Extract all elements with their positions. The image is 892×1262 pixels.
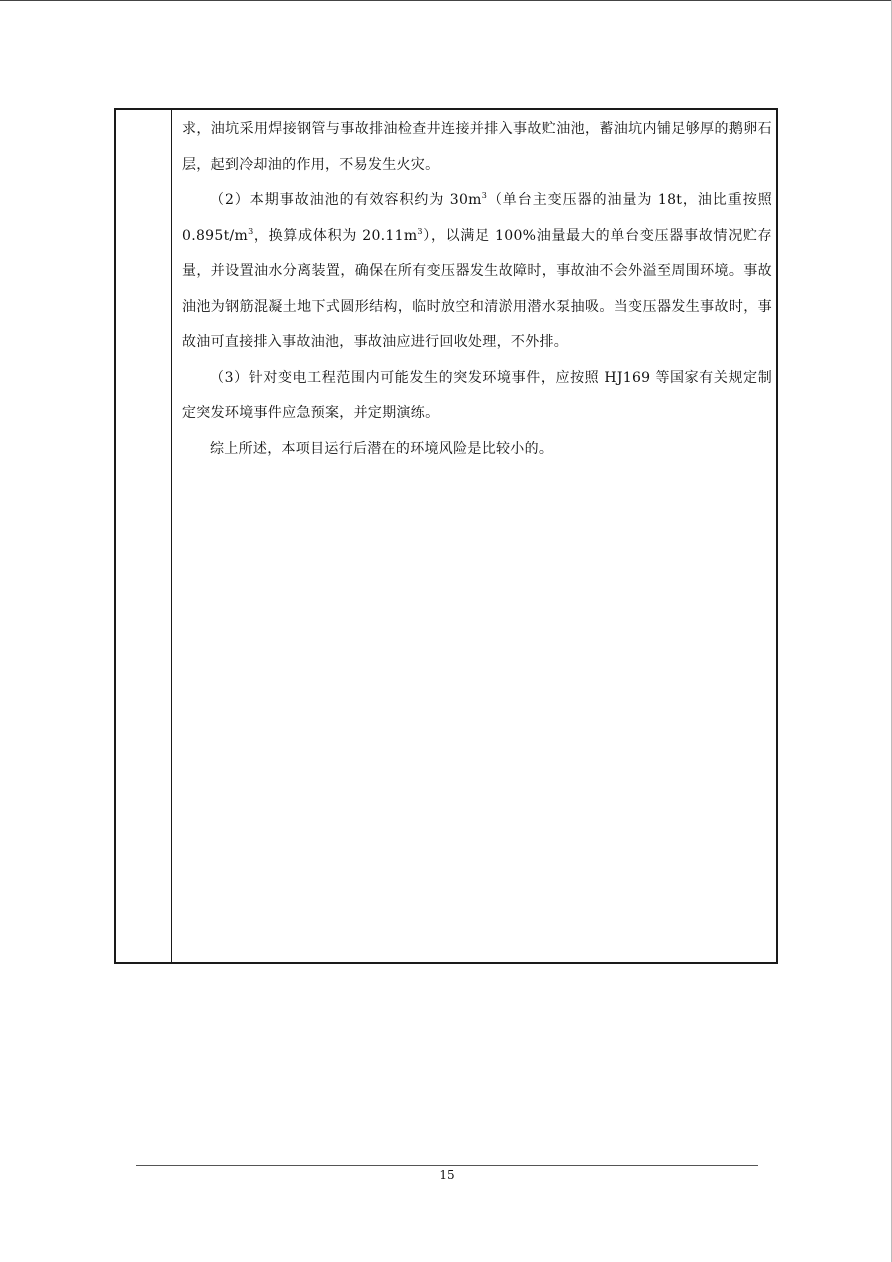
table-label-column [116,110,172,962]
superscript-cubic-2: 3 [248,226,254,236]
paragraph-oil-pit: 求，油坑采用焊接钢管与事故排油检查井连接并排入事故贮油池，蓄油坑内铺足够厚的鹅卵石层，起到冷却油的作用，不易发生火灾。 [182,121,772,173]
table-content-cell [182,112,772,467]
superscript-cubic-1: 3 [481,191,488,200]
paragraph-2-part-c: ，换算成体积为 20.11m [253,227,418,244]
paragraph-2-part-a: （2）本期事故油池的有效容积约为 30m [210,192,482,208]
content-table [114,108,778,964]
superscript-cubic-3: 3 [417,226,423,236]
footer-divider [136,1165,758,1166]
paragraph-2-part-d: ），以满足 100%油量最大的单台变压器事故情况贮存量，并设置油水分离装置，确保在所有变压器发生故障时，事故油不会外溢至周围环境。事故油池为钢筋混凝土地下式圆形结构，临时放空和清淤用潜水泵抽吸。当变压器发生事故时，事故油可直接排入事故油池，事故油应进行回收处理，不外排。 [182,227,772,350]
page-number: 15 [439,1168,455,1182]
page-top-edge [0,0,892,1]
paragraph-2-part-b: （单台主变压器的油量为 18t，油比重按照 0.895t/m [182,192,772,244]
paragraph-accident-oil-pool [182,183,772,361]
paragraph-conclusion: 综上所述，本项目运行后潜在的环境风险是比较小的。 [210,440,554,457]
paragraph-emergency-plan: （3）针对变电工程范围内可能发生的突发环境事件，应按照 HJ169 等国家有关规定制定突发环境事件应急预案，并定期演练。 [182,369,772,421]
